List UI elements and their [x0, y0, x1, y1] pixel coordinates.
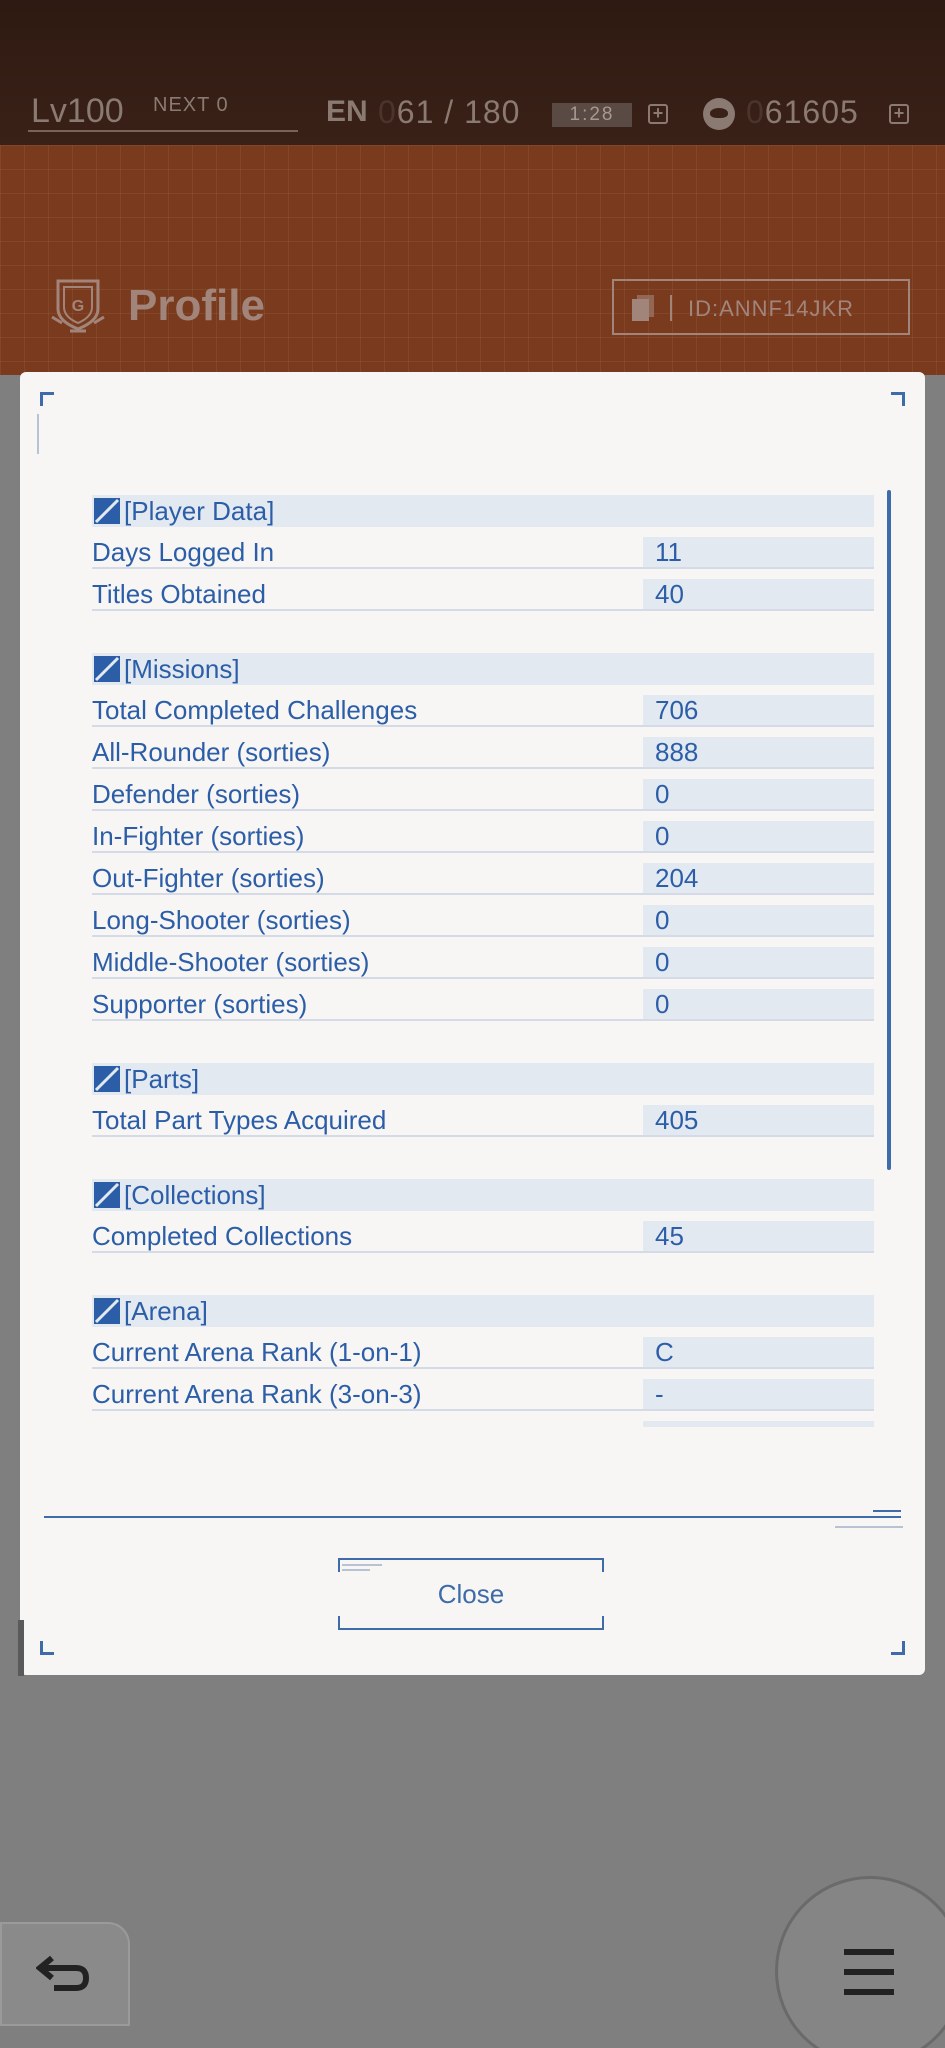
main-menu-button[interactable]: [775, 1876, 945, 2048]
stat-row: [92, 905, 874, 937]
stat-row: [92, 537, 874, 569]
frame-corner: [40, 392, 54, 406]
stat-label: All-Rounder (sorties): [92, 737, 331, 767]
stat-label: In-Fighter (sorties): [92, 821, 305, 851]
section-spacer: [92, 1263, 874, 1295]
stat-label: Total Part Types Acquired: [92, 1105, 387, 1135]
energy-label: EN: [326, 95, 368, 128]
frame-corner: [40, 1641, 54, 1655]
stat-label: Current Arena Rank (1-on-1): [92, 1337, 422, 1367]
energy-value: [378, 94, 520, 131]
divider-accent: [873, 1510, 901, 1512]
button-edge: [338, 1628, 604, 1630]
stat-row: [92, 579, 874, 611]
section-title: [Arena]: [124, 1295, 208, 1326]
currency-leading-zero: 0: [746, 94, 765, 130]
stat-value: -: [643, 1379, 874, 1409]
currency-amount: 61605: [764, 94, 859, 130]
section-title: [Parts]: [124, 1063, 200, 1094]
section-header: [92, 1179, 874, 1211]
stat-value: 11: [643, 537, 874, 567]
status-bar: [0, 0, 945, 145]
stat-label: Out-Fighter (sorties): [92, 863, 325, 893]
stat-label: Completed Collections: [92, 1221, 353, 1251]
stat-row: [92, 821, 874, 853]
energy-leading-zero: 0: [378, 94, 397, 130]
svg-text:G: G: [71, 298, 85, 315]
diagonal-split-square-icon: [94, 498, 120, 524]
stat-value: 0: [643, 821, 874, 851]
currency-value: [746, 94, 859, 131]
stat-value: 204: [643, 863, 874, 893]
decorative-microtext: [34, 414, 42, 454]
stat-row: [92, 947, 874, 979]
level-text: [31, 92, 124, 131]
decorative-microtext: [835, 1526, 903, 1532]
diagonal-split-square-icon: [94, 656, 120, 682]
page-title: Profile: [128, 281, 265, 330]
section-header: [92, 495, 874, 527]
player-id-copy-button[interactable]: [612, 279, 910, 335]
stat-value: 0: [643, 905, 874, 935]
stat-row: [92, 1379, 874, 1411]
shield-emblem-icon: [50, 275, 106, 335]
section-header: [92, 1295, 874, 1327]
stat-value: 0: [643, 779, 874, 809]
currency-coin-icon: [703, 98, 735, 130]
add-energy-button[interactable]: +: [648, 104, 668, 124]
frame-corner: [891, 1641, 905, 1655]
stat-value: 888: [643, 737, 874, 767]
level-number: 100: [66, 92, 124, 130]
next-exp-label: NEXT 0: [153, 94, 229, 116]
footer-divider: [44, 1516, 901, 1518]
stat-label: Days Logged In: [92, 537, 275, 567]
section-header: [92, 1063, 874, 1095]
scrollbar[interactable]: [887, 490, 891, 1170]
section-title: [Missions]: [124, 653, 240, 684]
button-corner: [590, 1558, 604, 1572]
stat-row: [92, 989, 874, 1021]
stat-value: 706: [643, 695, 874, 725]
player-id: ID:ANNF14JKR: [688, 296, 855, 321]
close-button[interactable]: [338, 1558, 604, 1630]
stats-list[interactable]: [92, 495, 874, 1427]
energy-timer: 1:28: [552, 103, 632, 127]
button-corner: [590, 1616, 604, 1630]
diagonal-split-square-icon: [94, 1066, 120, 1092]
stat-value: C: [643, 1337, 874, 1367]
stat-row: [92, 737, 874, 769]
section-title: [Player Data]: [124, 495, 275, 526]
stat-row: [92, 779, 874, 811]
energy-amount: 61 / 180: [396, 94, 521, 130]
profile-stats-dialog: [20, 372, 925, 1675]
stat-label: Current Arena Rank (3-on-3): [92, 1379, 422, 1409]
stat-row: [92, 1105, 874, 1137]
id-separator: [670, 295, 672, 321]
stat-label: Total Completed Challenges: [92, 695, 418, 725]
section-title: [Collections]: [124, 1179, 266, 1210]
stat-row: [92, 1221, 874, 1253]
modal-shadow: [18, 1620, 24, 1676]
diagonal-split-square-icon: [94, 1182, 120, 1208]
stat-label: Supporter (sorties): [92, 989, 308, 1019]
return-arrow-icon: [36, 1952, 92, 1996]
stat-value: 40: [643, 579, 874, 609]
decorative-microtext: [342, 1564, 382, 1574]
button-edge: [338, 1558, 604, 1560]
stat-row: [92, 695, 874, 727]
add-currency-button[interactable]: +: [889, 104, 909, 124]
stat-value: 405: [643, 1105, 874, 1135]
stat-row: [92, 863, 874, 895]
level-prefix: Lv: [31, 92, 67, 130]
section-spacer: [92, 1031, 874, 1063]
stat-label: Defender (sorties): [92, 779, 301, 809]
button-corner: [338, 1616, 352, 1630]
section-spacer: [92, 1147, 874, 1179]
stat-value: 45: [643, 1221, 874, 1251]
stat-value: 0: [643, 947, 874, 977]
back-button[interactable]: [0, 1922, 130, 2026]
stat-label: Titles Obtained: [92, 579, 266, 609]
stat-label: Long-Shooter (sorties): [92, 905, 351, 935]
section-spacer: [92, 621, 874, 653]
copy-card-icon: [630, 293, 656, 323]
page-header: [0, 145, 945, 375]
stat-value: 0: [643, 989, 874, 1019]
section-header: [92, 653, 874, 685]
diagonal-split-square-icon: [94, 1298, 120, 1324]
level-indicator: [28, 92, 298, 132]
close-button-label: Close: [437, 1578, 505, 1609]
next-row-cutoff: [643, 1421, 874, 1427]
stat-label: Middle-Shooter (sorties): [92, 947, 370, 977]
stat-row: [92, 1337, 874, 1369]
frame-corner: [891, 392, 905, 406]
